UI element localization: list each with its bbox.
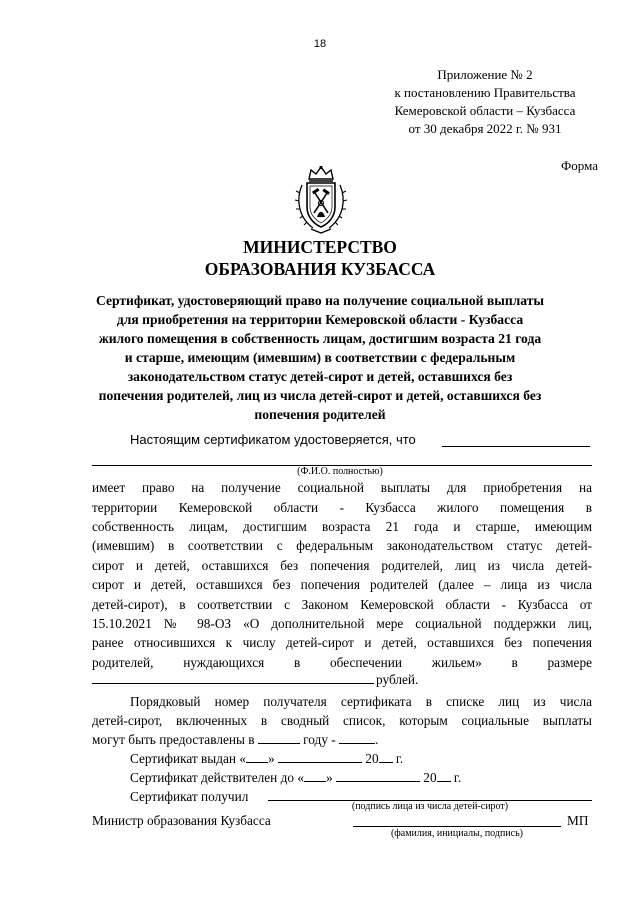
body-line-2: территории Кемеровской области - Кузбасса жилого помещения в [92,500,592,515]
ministry-title-line-1: МИНИСТЕРСТВО [243,237,397,257]
order-number-field[interactable] [339,731,375,744]
appendix-line-1: Приложение № 2 [437,67,533,82]
valid-month-field[interactable] [336,769,420,782]
valid-year-field[interactable] [437,769,451,782]
form-label: Форма [561,158,598,173]
minister-caption: (фамилия, инициалы, подпись) [390,828,524,839]
coat-of-arms-icon [293,165,349,235]
body-line-3: собственность лицам, достигшим возраста 21 года и старше, имеющим [92,519,592,534]
order-line-1: Порядковый номер получателя сертификата в списке лиц из числа [130,694,592,709]
body-line-4: (имевшим) в соответствии с федеральным законодательством статус детей- [92,538,592,553]
certificate-title-line-1: Сертификат, удостоверяющий право на получение социальной выплаты [95,293,545,308]
amount-field[interactable] [92,683,374,684]
issued-end: г. [395,751,404,766]
issued-line [130,749,403,769]
body-line-7: детей-сирот), в соответствии с Законом Кемеровской области - Кузбасса от [92,597,592,612]
valid-end: г. [453,770,462,785]
rubles-label: рублей. [376,672,419,687]
appendix-line-2: к постановлению Правительства [394,85,576,100]
certificate-title-line-5: законодательством статус детей-сирот и детей, оставшихся без [127,369,513,384]
certificate-title-line-4: и старше, имеющим (имевшим) в соответствии с федеральным [124,350,516,365]
issued-prefix: Сертификат выдан « [130,751,246,766]
minister-label: Министр образования Кузбасса [92,813,271,828]
certificate-title-line-3: жилого помещения в собственность лицам, достигшим возраста 21 года [98,331,542,346]
valid-year-prefix: 20 [423,770,437,785]
order-line-2: детей-сирот, включенных в сводный список, которым социальные выплаты [92,713,592,728]
body-line-6: сирот и детей, оставшихся без попечения родителей (далее – лица из числа [92,577,592,592]
body-line-9: ранее относившихся к числу детей-сирот и детей, оставшихся без попечения [92,635,592,650]
appendix-line-3: Кемеровской области – Кузбасса [394,103,576,118]
certificate-title-line-6: попечения родителей, лиц из числа детей-сирот и детей, оставшихся без [98,388,542,403]
order-prefix: могут быть предоставлены в [92,732,255,747]
issued-year-field[interactable] [379,750,393,763]
body-line-8: 15.10.2021 № 98-ОЗ «О дополнительной мере социальной поддержки лиц, [92,616,592,631]
certificate-title-line-7: попечения родителей [254,407,386,422]
minister-signature-field[interactable] [353,826,561,827]
issued-month-field[interactable] [278,750,362,763]
order-year-field[interactable] [258,731,300,744]
issued-day-field[interactable] [246,750,268,763]
recipient-name-field[interactable] [442,446,590,447]
certify-text: Настоящим сертификатом удостоверяется, что [130,432,416,447]
valid-mid: » [325,770,333,785]
valid-day-field[interactable] [304,769,326,782]
order-line-3 [92,730,378,750]
stamp-label: МП [567,813,589,828]
received-label: Сертификат получил [130,789,249,804]
order-mid: году - [303,732,336,747]
recipient-caption: (подпись лица из числа детей-сирот) [351,801,509,812]
valid-prefix: Сертификат действителен до « [130,770,304,785]
ministry-title-line-2: ОБРАЗОВАНИЯ КУЗБАССА [204,259,436,279]
body-line-5: сирот и детей, оставшихся без попечения родителей, лиц из числа детей- [92,558,592,573]
issued-year-prefix: 20 [365,751,379,766]
body-line-10: родителей, нуждающихся в обеспечении жильем» в размере [92,655,592,670]
valid-line [130,768,461,788]
appendix-line-4: от 30 декабря 2022 г. № 931 [408,121,562,136]
certificate-title-line-2: для приобретения на территории Кемеровской области - Кузбасса [116,312,524,327]
issued-mid: » [267,751,275,766]
fio-caption: (Ф.И.О. полностью) [297,466,383,477]
page-number: 18 [313,38,327,50]
body-line-1: имеет право на получение социальной выплаты для приобретения на [92,480,592,495]
order-end: . [375,732,379,747]
